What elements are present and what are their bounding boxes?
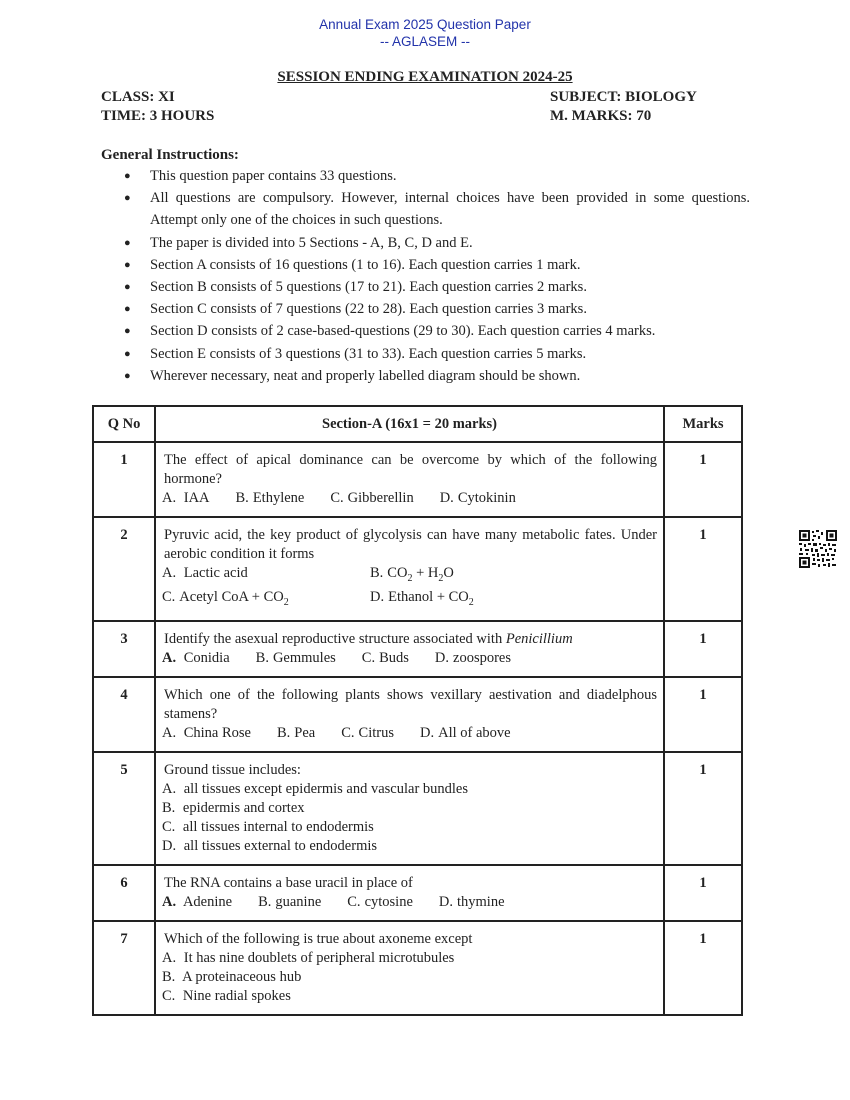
option-text: China Rose bbox=[183, 724, 251, 741]
option-label: A. bbox=[162, 565, 177, 581]
question-number: 6 bbox=[93, 865, 155, 921]
option-b bbox=[277, 724, 315, 743]
subject-label: SUBJECT: BIOLOGY bbox=[550, 89, 697, 105]
option-label: B. bbox=[235, 490, 249, 506]
time-label: TIME: 3 HOURS bbox=[101, 108, 215, 124]
option-label: D. bbox=[434, 649, 450, 666]
qr-code-graphic bbox=[799, 530, 837, 568]
option-text: Nine radial spokes bbox=[182, 987, 291, 1004]
question-row-6 bbox=[93, 865, 742, 921]
option-a bbox=[162, 649, 230, 668]
option-text: $CO_2 + H_2O$ bbox=[387, 565, 454, 584]
option-b bbox=[370, 564, 657, 588]
question-row-1 bbox=[93, 442, 742, 517]
question-marks: 1 bbox=[664, 752, 742, 865]
option-label: D. bbox=[419, 724, 435, 741]
option-text: Lactic acid bbox=[183, 565, 248, 581]
option-text: Conidia bbox=[183, 649, 230, 666]
option-a bbox=[162, 949, 657, 968]
option-label: B. bbox=[255, 649, 269, 666]
option-text: zoospores bbox=[453, 649, 512, 666]
question-marks: 1 bbox=[664, 621, 742, 677]
option-text: Gemmules bbox=[272, 649, 336, 666]
question-body bbox=[155, 865, 664, 921]
question-row-2 bbox=[93, 517, 742, 621]
question-text: Which of the following is true about axoneme except bbox=[164, 930, 473, 947]
option-label: A. bbox=[162, 649, 177, 666]
instruction-item: ● Wherever necessary, neat and properly labelled diagram should be shown. bbox=[124, 365, 750, 387]
option-label: C. bbox=[330, 490, 344, 506]
instruction-item: ● This question paper contains 33 questions. bbox=[124, 165, 750, 187]
option-text: Cytokinin bbox=[457, 490, 516, 506]
question-number: 4 bbox=[93, 677, 155, 752]
qr-code-icon bbox=[799, 530, 837, 568]
option-label: C. bbox=[341, 724, 355, 741]
banner-line-2: -- AGLASEM -- bbox=[379, 34, 470, 49]
option-label: D. bbox=[162, 837, 177, 854]
option-label: C. bbox=[347, 893, 361, 910]
class-label: CLASS: XI bbox=[101, 89, 175, 105]
option-d bbox=[370, 588, 657, 612]
option-text: Citrus bbox=[358, 724, 394, 741]
question-row-4 bbox=[93, 677, 742, 752]
option-label: A. bbox=[162, 893, 177, 910]
question-marks: 1 bbox=[664, 677, 742, 752]
exam-meta-right bbox=[550, 88, 697, 126]
question-body bbox=[155, 517, 664, 621]
instruction-item: ● All questions are compulsory. However, internal choices have been provided in some questions. Attempt only one of the choices in such questions. bbox=[124, 187, 750, 231]
question-table bbox=[92, 405, 743, 1016]
instructions-heading: General Instructions: bbox=[101, 147, 239, 163]
instruction-item: ● The paper is divided into 5 Sections - A, B, C, D and E. bbox=[124, 232, 750, 254]
option-a bbox=[162, 724, 251, 743]
option-d bbox=[420, 724, 511, 743]
option-text: It has nine doublets of peripheral microtubules bbox=[183, 949, 455, 966]
option-d bbox=[439, 893, 505, 912]
option-b bbox=[256, 649, 336, 668]
option-label: D. bbox=[439, 490, 454, 506]
option-b bbox=[162, 799, 657, 818]
instructions-list bbox=[124, 165, 750, 387]
header-marks: Marks bbox=[664, 406, 742, 442]
question-body bbox=[155, 442, 664, 517]
option-label: B. bbox=[370, 565, 384, 581]
option-b bbox=[258, 893, 321, 912]
option-label: D. bbox=[438, 893, 453, 910]
option-label: C. bbox=[162, 588, 176, 605]
options-row bbox=[162, 649, 657, 668]
option-text: epidermis and cortex bbox=[182, 799, 305, 816]
question-number: 1 bbox=[93, 442, 155, 517]
question-row-5 bbox=[93, 752, 742, 865]
option-text: All of above bbox=[438, 724, 511, 741]
question-number: 5 bbox=[93, 752, 155, 865]
question-marks: 1 bbox=[664, 921, 742, 1015]
option-text: A proteinaceous hub bbox=[182, 968, 302, 985]
question-number: 7 bbox=[93, 921, 155, 1015]
option-text: Gibberellin bbox=[347, 490, 414, 506]
instruction-item: ● Section A consists of 16 questions (1 to 16). Each question carries 1 mark. bbox=[124, 254, 750, 276]
option-label: B. bbox=[277, 724, 291, 741]
option-text: Ethanol + $CO_2$ bbox=[388, 588, 474, 608]
question-number: 3 bbox=[93, 621, 155, 677]
option-label: B. bbox=[162, 799, 176, 816]
question-number: 2 bbox=[93, 517, 155, 621]
options-row bbox=[162, 724, 657, 743]
option-text: Acetyl CoA + $CO_2$ bbox=[179, 588, 289, 608]
question-text: Pyruvic acid, the key product of glycolysis can have many metabolic fates. Under aerobic condition it forms bbox=[164, 527, 657, 562]
option-label: D. bbox=[370, 588, 385, 605]
option-text: all tissues internal to endodermis bbox=[182, 818, 374, 835]
header-qno: Q No bbox=[93, 406, 155, 442]
exam-title: SESSION ENDING EXAMINATION 2024-25 bbox=[277, 69, 573, 85]
option-c bbox=[362, 649, 409, 668]
question-text: The effect of apical dominance can be overcome by which of the following hormone? bbox=[164, 452, 657, 487]
option-text: all tissues external to endodermis bbox=[183, 837, 378, 854]
option-text: Pea bbox=[294, 724, 316, 741]
option-label: A. bbox=[162, 490, 177, 506]
instruction-item: ● Section D consists of 2 case-based-questions (29 to 30). Each question carries 4 marks. bbox=[124, 320, 750, 342]
question-marks: 1 bbox=[664, 442, 742, 517]
option-a bbox=[162, 564, 370, 588]
question-text-prefix: Identify the asexual reproductive structure associated with bbox=[164, 630, 503, 647]
option-c bbox=[341, 724, 394, 743]
question-text bbox=[162, 630, 657, 649]
options-row bbox=[162, 893, 657, 912]
question-text-italic: Penicillium bbox=[505, 630, 573, 647]
option-text: Ethylene bbox=[252, 490, 305, 506]
banner bbox=[0, 16, 850, 50]
option-a bbox=[162, 489, 210, 508]
question-body bbox=[155, 752, 664, 865]
question-body bbox=[155, 621, 664, 677]
option-b bbox=[236, 489, 305, 508]
option-label: A. bbox=[162, 780, 177, 797]
question-body bbox=[155, 921, 664, 1015]
instruction-item: ● Section B consists of 5 questions (17 to 21). Each question carries 2 marks. bbox=[124, 276, 750, 298]
question-marks: 1 bbox=[664, 517, 742, 621]
option-d bbox=[435, 649, 511, 668]
option-label: C. bbox=[162, 818, 176, 835]
option-c bbox=[162, 818, 657, 837]
option-text: thymine bbox=[457, 893, 505, 910]
question-marks: 1 bbox=[664, 865, 742, 921]
option-b bbox=[162, 968, 657, 987]
marks-label: M. MARKS: 70 bbox=[550, 108, 652, 124]
option-label: C. bbox=[361, 649, 376, 666]
option-text: Adenine bbox=[182, 893, 233, 910]
exam-meta-left bbox=[101, 88, 214, 126]
option-d bbox=[440, 489, 516, 508]
banner-line-1: Annual Exam 2025 Question Paper bbox=[319, 17, 531, 32]
option-a bbox=[162, 780, 657, 799]
option-text: all tissues except epidermis and vascular bundles bbox=[183, 780, 469, 797]
options-grid bbox=[162, 564, 657, 612]
option-text: guanine bbox=[275, 893, 322, 910]
option-a bbox=[162, 893, 232, 912]
option-label: B. bbox=[162, 968, 176, 985]
question-text: Ground tissue includes: bbox=[164, 761, 301, 778]
option-c bbox=[162, 588, 370, 612]
instruction-item: ● Section C consists of 7 questions (22 to 28). Each question carries 3 marks. bbox=[124, 298, 750, 320]
question-text: Which one of the following plants shows vexillary aestivation and diadelphous stamens? bbox=[164, 686, 657, 722]
header-section: Section-A (16x1 = 20 marks) bbox=[155, 406, 664, 442]
table-header-row bbox=[93, 406, 742, 442]
option-text: cytosine bbox=[364, 893, 413, 910]
option-c bbox=[162, 987, 657, 1006]
question-text: The RNA contains a base uracil in place of bbox=[164, 874, 413, 891]
option-c bbox=[330, 489, 413, 508]
option-label: B. bbox=[258, 893, 272, 910]
option-d bbox=[162, 837, 657, 856]
option-label: A. bbox=[162, 724, 177, 741]
option-c bbox=[347, 893, 413, 912]
question-body bbox=[155, 677, 664, 752]
instruction-item: ● Section E consists of 3 questions (31 to 33). Each question carries 5 marks. bbox=[124, 343, 750, 365]
option-label: A. bbox=[162, 949, 177, 966]
question-row-3 bbox=[93, 621, 742, 677]
question-row-7 bbox=[93, 921, 742, 1015]
option-text: IAA bbox=[183, 490, 210, 506]
option-text: Buds bbox=[379, 649, 409, 666]
options-row bbox=[162, 489, 657, 508]
option-label: C. bbox=[162, 987, 176, 1004]
